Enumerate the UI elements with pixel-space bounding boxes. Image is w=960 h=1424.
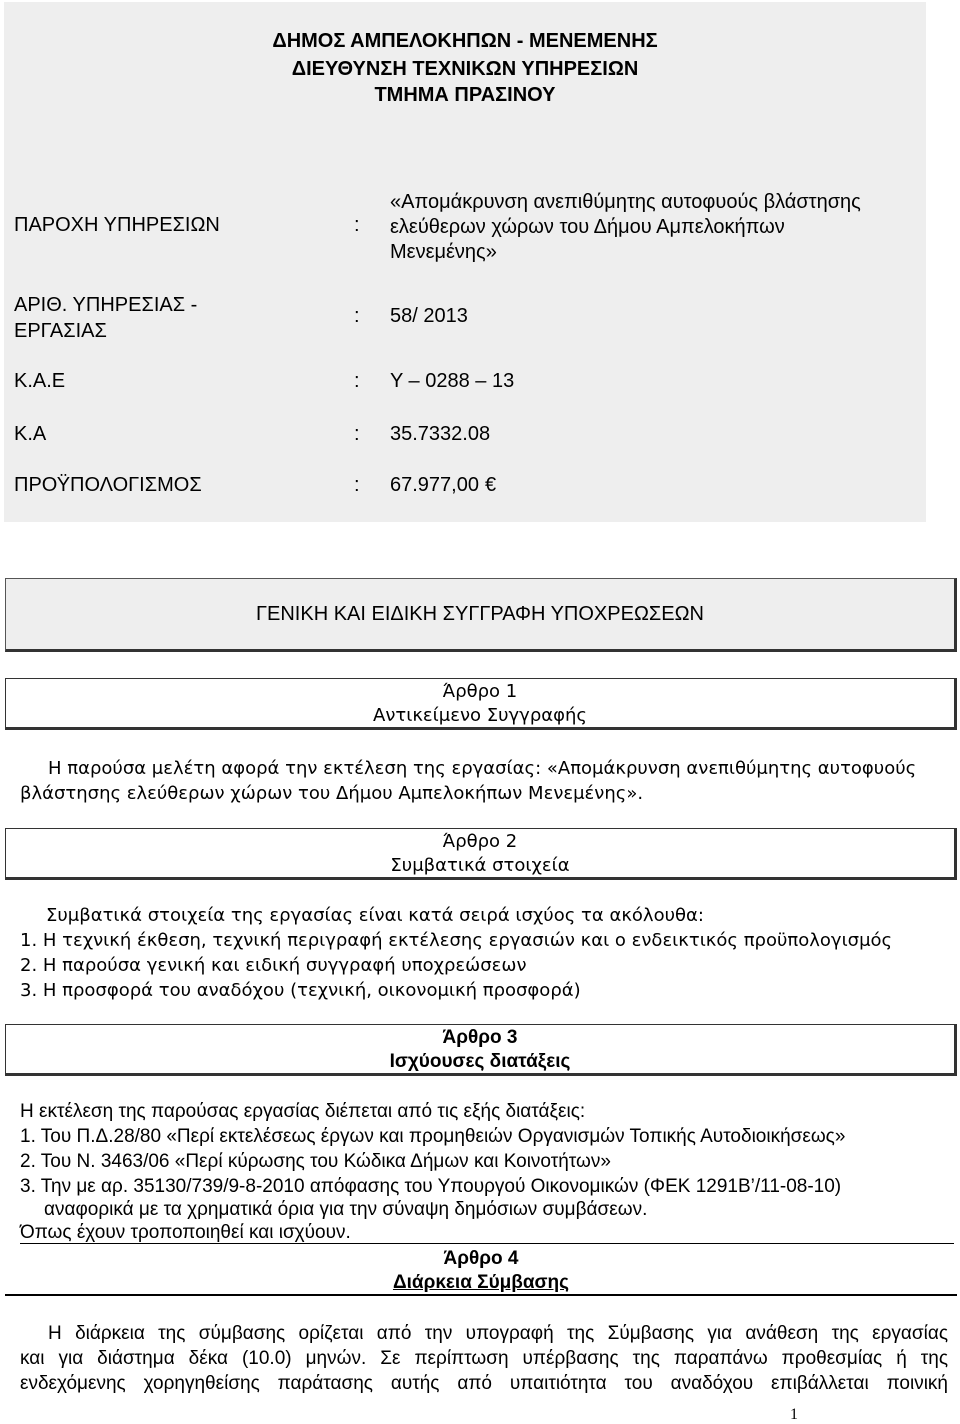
field-colon: : (354, 370, 360, 392)
article-number: Άρθρο 4 (443, 1248, 519, 1269)
document-title: ΓΕΝΙΚΗ ΚΑΙ ΕΙΔΙΚΗ ΣΥΓΓΡΑΦΗ ΥΠΟΧΡΕΩΣΕΩΝ (256, 603, 704, 625)
list-item: αναφορικά με τα χρηματικά όρια για την σύναψη δημόσιων συμβάσεων. (44, 1199, 648, 1220)
ka-label: Κ.Α (14, 423, 47, 445)
field-colon: : (354, 423, 360, 445)
divider (5, 1294, 957, 1296)
list-item: 1. Η τεχνική έκθεση, τεχνική περιγραφή εκτέλεσης εργασιών και ο ενδεικτικός προϋπολογισμός (20, 930, 893, 951)
article-title: Αντικείμενο Συγγραφής (373, 705, 587, 726)
article-3-closing: Όπως έχουν τροποποιηθεί και ισχύουν. (20, 1222, 351, 1243)
article-4-heading (5, 1246, 957, 1296)
document-title-banner (5, 578, 957, 652)
list-item: 3. Η προσφορά του αναδόχου (τεχνική, οικονομική προσφορά) (20, 980, 581, 1001)
list-item: 2. Η παρούσα γενική και ειδική συγγραφή υποχρεώσεων (20, 955, 527, 976)
article-3-heading (5, 1024, 957, 1076)
page-number: 1 (790, 1406, 798, 1423)
article-4-line: Η διάρκεια της σύμβασης ορίζεται από την υπογραφή της Σύμβασης για ανάθεση της εργασίας (48, 1323, 948, 1344)
article-4-line: ενδεχόμενης χορηγηθείσης παράτασης αυτής από υπαιτιότητα του αναδόχου επιβάλλεται ποινική (20, 1373, 948, 1394)
euro-icon: € (484, 474, 497, 496)
kae-value: Υ – 0288 – 13 (390, 370, 515, 392)
article-number: Άρθρο 2 (442, 831, 518, 852)
org-name: ΔΗΜΟΣ ΑΜΠΕΛΟΚΗΠΩΝ - ΜΕΝΕΜΕΝΗΣ (272, 30, 658, 52)
ka-value: 35.7332.08 (390, 423, 491, 445)
kae-label: Κ.Α.Ε (14, 370, 66, 392)
service-value: «Απομάκρυνση ανεπιθύμητης αυτοφυούς βλάστησης ελεύθερων χώρων του Δήμου Αμπελοκήπων Μενεμένης» (390, 191, 861, 263)
article-2-intro: Συμβατικά στοιχεία της εργασίας είναι κατά σειρά ισχύος τα ακόλουθα: (46, 905, 704, 926)
field-colon: : (354, 305, 360, 327)
article-number: Άρθρο 1 (442, 681, 518, 702)
budget-value (390, 473, 496, 498)
department-name: ΤΜΗΜΑ ΠΡΑΣΙΝΟΥ (374, 84, 556, 106)
article-3-intro: Η εκτέλεση της παρούσας εργασίας διέπεται από τις εξής διατάξεις: (20, 1101, 586, 1122)
divider (20, 1243, 954, 1244)
article-4-line: και για διάστημα δέκα (10.0) μηνών. Σε περίπτωση υπέρβασης της παραπάνω προθεσμίας ή της (20, 1348, 948, 1369)
list-item: 2. Του Ν. 3463/06 «Περί κύρωσης του Κώδικα Δήμων και Κοινοτήτων» (20, 1151, 611, 1172)
article-title: Ισχύουσες διατάξεις (389, 1051, 571, 1072)
article-title: Συμβατικά στοιχεία (390, 855, 570, 876)
list-item: 3. Την με αρ. 35130/739/9-8-2010 απόφασης του Υπουργού Οικονομικών (ΦΕΚ 1291Β’/11-08-10) (20, 1176, 842, 1197)
article-title: Διάρκεια Σύμβασης (392, 1272, 570, 1293)
directorate-name: ΔΙΕΥΘΥΝΣΗ ΤΕΧΝΙΚΩΝ ΥΠΗΡΕΣΙΩΝ (291, 58, 639, 80)
service-number-label: ΑΡΙΘ. ΥΠΗΡΕΣΙΑΣ - ΕΡΓΑΣΙΑΣ (14, 294, 198, 342)
budget-amount: 67.977,00 (390, 474, 479, 496)
article-1-heading (5, 678, 957, 730)
article-number: Άρθρο 3 (442, 1027, 518, 1048)
article-2-heading (5, 828, 957, 880)
field-colon: : (354, 214, 360, 236)
list-item: 1. Του Π.Δ.28/80 «Περί εκτελέσεως έργων και προμηθειών Οργανισμών Τοπικής Αυτοδιοικήσεως» (20, 1126, 846, 1147)
field-colon: : (354, 474, 360, 496)
service-label: ΠΑΡΟΧΗ ΥΠΗΡΕΣΙΩΝ (14, 214, 220, 236)
article-1-line: Η παρούσα μελέτη αφορά την εκτέλεση της εργασίας: «Απομάκρυνση ανεπιθύμητης αυτοφυούς (48, 758, 917, 779)
budget-label: ΠΡΟΫΠΟΛΟΓΙΣΜΟΣ (14, 474, 202, 496)
article-1-line: βλάστησης ελεύθερων χώρων του Δήμου Αμπελοκήπων Μενεμένης». (20, 783, 644, 804)
service-number-value: 58/ 2013 (390, 305, 468, 327)
